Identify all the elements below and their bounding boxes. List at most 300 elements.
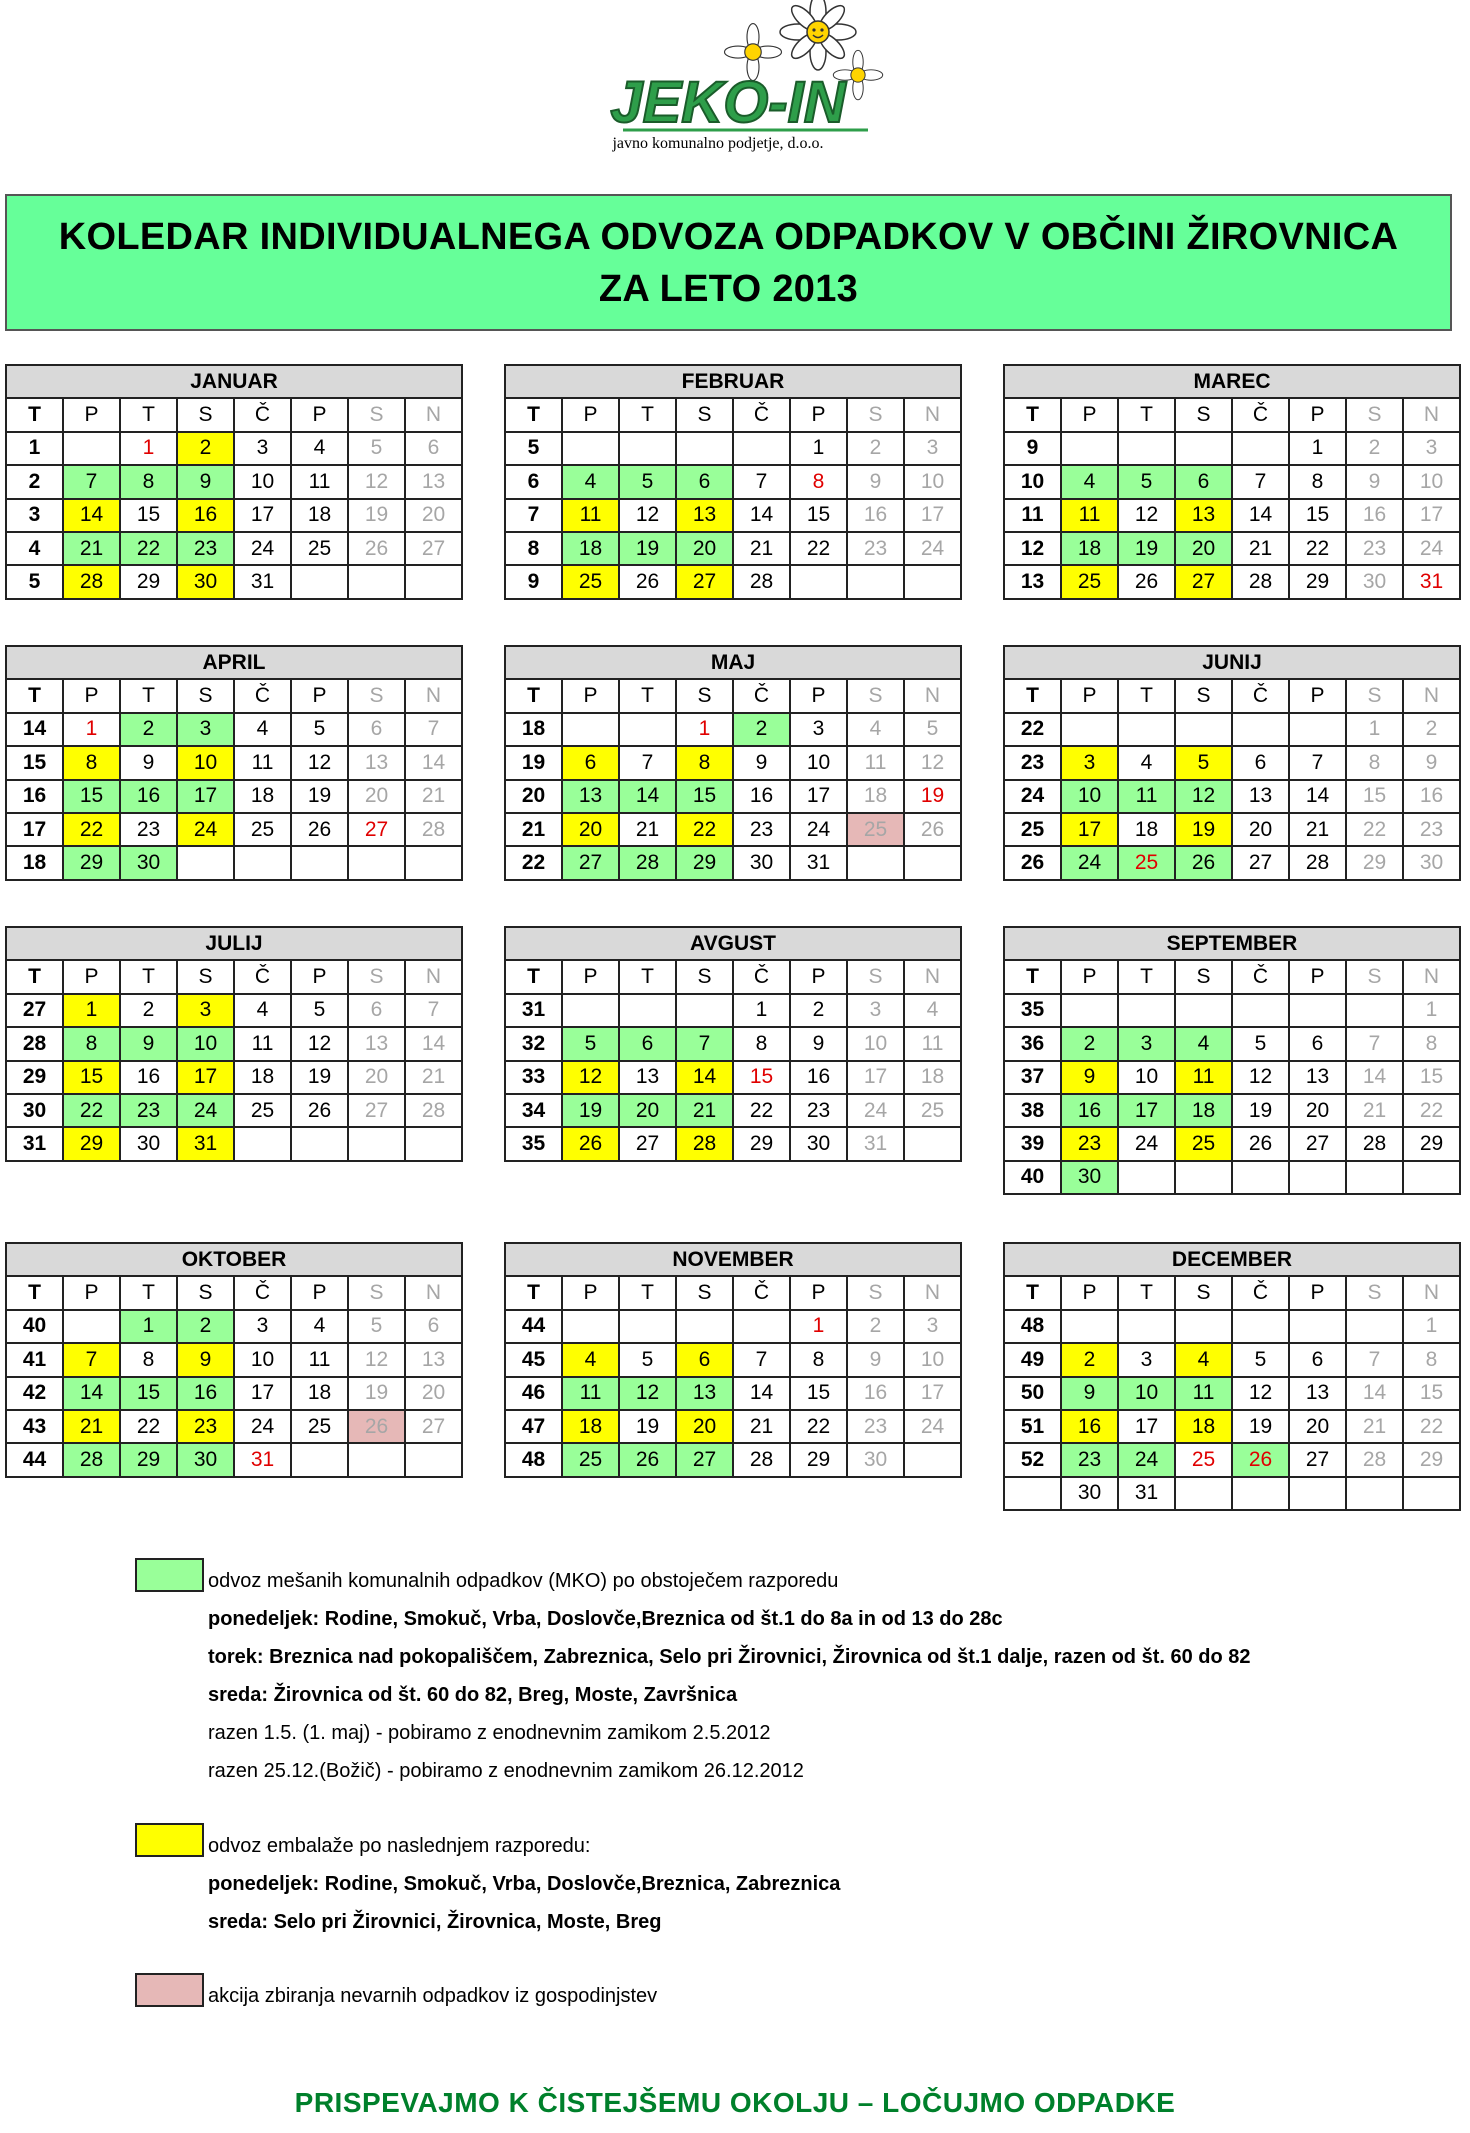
day-cell: 31 [1403, 565, 1460, 598]
day-cell: 2 [1346, 432, 1403, 465]
day-cell [1232, 994, 1289, 1027]
day-cell: 1 [63, 713, 120, 746]
weekday-header: S [676, 398, 733, 431]
day-cell: 5 [348, 432, 405, 465]
week-number: 43 [6, 1410, 63, 1443]
day-cell: 13 [1289, 1377, 1346, 1410]
day-cell: 18 [904, 1061, 961, 1094]
day-cell: 20 [405, 499, 462, 532]
day-cell: 15 [1289, 499, 1346, 532]
week-row [1004, 746, 1460, 779]
day-cell: 18 [562, 532, 619, 565]
day-cell: 3 [177, 713, 234, 746]
day-cell: 1 [63, 994, 120, 1027]
day-cell: 25 [847, 813, 904, 846]
day-cell: 1 [790, 1310, 847, 1343]
week-number: 40 [1004, 1161, 1061, 1194]
day-cell: 25 [234, 1094, 291, 1127]
weekday-header: N [904, 1276, 961, 1309]
day-cell: 19 [904, 780, 961, 813]
day-cell [847, 565, 904, 598]
week-row [505, 1310, 961, 1343]
month-name: JULIJ [6, 927, 462, 960]
week-row [1004, 1027, 1460, 1060]
week-number: 44 [505, 1310, 562, 1343]
day-cell: 29 [1403, 1127, 1460, 1160]
week-row [6, 1443, 462, 1476]
month-calendar-februar [504, 364, 962, 600]
week-number: 27 [6, 994, 63, 1027]
week-row [6, 432, 462, 465]
day-cell: 15 [1403, 1377, 1460, 1410]
day-cell: 20 [1289, 1410, 1346, 1443]
day-cell: 29 [120, 565, 177, 598]
day-cell: 13 [676, 1377, 733, 1410]
day-cell: 23 [1403, 813, 1460, 846]
week-number: 1 [6, 432, 63, 465]
day-cell: 2 [790, 994, 847, 1027]
day-cell: 23 [120, 813, 177, 846]
day-cell: 7 [63, 465, 120, 498]
day-cell [1289, 1477, 1346, 1510]
week-row [505, 1443, 961, 1476]
day-cell [676, 432, 733, 465]
month-name: NOVEMBER [505, 1243, 961, 1276]
weekday-header: P [562, 1276, 619, 1309]
weekday-header: S [1175, 960, 1232, 993]
day-cell: 8 [120, 1343, 177, 1376]
day-cell: 4 [904, 994, 961, 1027]
day-cell [1175, 713, 1232, 746]
legend-swatch-packaging [135, 1823, 204, 1857]
day-cell: 8 [733, 1027, 790, 1060]
day-cell: 20 [562, 813, 619, 846]
day-cell: 17 [790, 780, 847, 813]
day-cell: 22 [120, 532, 177, 565]
day-cell [291, 1127, 348, 1160]
day-cell: 23 [847, 1410, 904, 1443]
day-cell: 28 [405, 1094, 462, 1127]
day-cell: 3 [1118, 1027, 1175, 1060]
day-cell [1346, 1477, 1403, 1510]
week-row [1004, 846, 1460, 879]
weekday-header: P [63, 679, 120, 712]
day-cell: 20 [348, 1061, 405, 1094]
week-row [505, 1127, 961, 1160]
weekday-header: S [1346, 679, 1403, 712]
day-cell [1175, 994, 1232, 1027]
month-calendar-januar [5, 364, 463, 600]
day-cell [348, 565, 405, 598]
day-cell: 13 [676, 499, 733, 532]
day-cell: 14 [1289, 780, 1346, 813]
weekday-header: S [348, 960, 405, 993]
day-cell: 3 [1403, 432, 1460, 465]
day-cell: 19 [291, 1061, 348, 1094]
day-cell: 10 [1061, 780, 1118, 813]
day-cell: 5 [619, 1343, 676, 1376]
day-cell: 5 [904, 713, 961, 746]
week-number-header: T [6, 1276, 63, 1309]
day-cell [1118, 1161, 1175, 1194]
legend-mko-exception-2: razen 25.12.(Božič) - pobiramo z enodnevnim zamikom 26.12.2012 [208, 1760, 804, 1782]
day-cell: 21 [619, 813, 676, 846]
day-cell: 10 [790, 746, 847, 779]
day-cell: 24 [1118, 1127, 1175, 1160]
day-cell: 9 [790, 1027, 847, 1060]
day-cell: 4 [291, 432, 348, 465]
day-cell [291, 565, 348, 598]
day-cell: 28 [619, 846, 676, 879]
day-cell: 2 [177, 1310, 234, 1343]
legend-label-hazardous: akcija zbiranja nevarnih odpadkov iz gospodinjstev [208, 1985, 658, 2007]
weekday-header: T [120, 398, 177, 431]
weekday-header: P [562, 679, 619, 712]
day-cell: 4 [1118, 746, 1175, 779]
day-cell: 21 [1232, 532, 1289, 565]
day-cell: 22 [1403, 1410, 1460, 1443]
day-cell: 2 [120, 713, 177, 746]
day-cell: 6 [1289, 1343, 1346, 1376]
day-cell: 30 [177, 565, 234, 598]
week-number-header: T [1004, 679, 1061, 712]
legend-swatch-hazardous [135, 1973, 204, 2007]
day-cell: 23 [177, 532, 234, 565]
day-cell: 9 [1346, 465, 1403, 498]
day-cell: 7 [733, 465, 790, 498]
weekday-header: T [1118, 679, 1175, 712]
week-row [6, 1377, 462, 1410]
week-row [6, 532, 462, 565]
week-number: 45 [505, 1343, 562, 1376]
day-cell: 9 [847, 1343, 904, 1376]
day-cell: 15 [120, 1377, 177, 1410]
day-cell: 26 [1118, 565, 1175, 598]
day-cell: 23 [733, 813, 790, 846]
day-cell [1232, 1477, 1289, 1510]
weekday-header: P [790, 679, 847, 712]
day-cell: 26 [291, 1094, 348, 1127]
day-cell: 2 [847, 1310, 904, 1343]
day-cell: 18 [1061, 532, 1118, 565]
day-cell: 13 [562, 780, 619, 813]
week-number-header: T [1004, 1276, 1061, 1309]
day-cell: 23 [120, 1094, 177, 1127]
day-cell [1118, 432, 1175, 465]
day-cell: 5 [1118, 465, 1175, 498]
week-number-header: T [505, 1276, 562, 1309]
day-cell: 30 [790, 1127, 847, 1160]
day-cell: 4 [291, 1310, 348, 1343]
legend-packaging-monday: ponedeljek: Rodine, Smokuč, Vrba, Doslovče,Breznica, Zabreznica [208, 1873, 841, 1895]
day-cell [790, 565, 847, 598]
day-cell: 4 [562, 465, 619, 498]
day-cell: 16 [1346, 499, 1403, 532]
day-cell [676, 1310, 733, 1343]
day-cell: 12 [1175, 780, 1232, 813]
week-number: 38 [1004, 1094, 1061, 1127]
day-cell: 17 [904, 499, 961, 532]
week-number-header: T [505, 398, 562, 431]
day-cell: 12 [1118, 499, 1175, 532]
day-cell: 6 [405, 432, 462, 465]
weekday-header: P [291, 398, 348, 431]
week-number: 22 [1004, 713, 1061, 746]
day-cell: 12 [291, 1027, 348, 1060]
day-cell: 13 [1232, 780, 1289, 813]
day-cell: 14 [405, 1027, 462, 1060]
weekday-header: N [904, 960, 961, 993]
day-cell: 1 [790, 432, 847, 465]
week-number: 48 [505, 1443, 562, 1476]
week-number: 21 [505, 813, 562, 846]
day-cell: 26 [348, 532, 405, 565]
week-number: 2 [6, 465, 63, 498]
week-row [505, 1410, 961, 1443]
day-cell: 9 [733, 746, 790, 779]
week-number: 9 [505, 565, 562, 598]
week-row [1004, 465, 1460, 498]
day-cell: 2 [1061, 1027, 1118, 1060]
day-cell: 11 [1175, 1061, 1232, 1094]
day-cell: 16 [1061, 1410, 1118, 1443]
day-cell: 7 [405, 994, 462, 1027]
week-number: 46 [505, 1377, 562, 1410]
day-cell: 25 [234, 813, 291, 846]
day-cell: 31 [847, 1127, 904, 1160]
day-cell: 27 [676, 565, 733, 598]
day-cell: 14 [1346, 1377, 1403, 1410]
week-row [1004, 1127, 1460, 1160]
week-row [6, 846, 462, 879]
week-number: 30 [6, 1094, 63, 1127]
weekday-header: N [405, 960, 462, 993]
day-cell [1175, 1161, 1232, 1194]
day-cell: 15 [1346, 780, 1403, 813]
day-cell [1232, 1161, 1289, 1194]
weekday-header: S [847, 679, 904, 712]
day-cell: 10 [1118, 1377, 1175, 1410]
day-cell: 8 [1403, 1027, 1460, 1060]
legend-label-mko: odvoz mešanih komunalnih odpadkov (MKO) po obstoječem razporedu [208, 1570, 839, 1592]
week-row [1004, 994, 1460, 1027]
day-cell: 22 [1346, 813, 1403, 846]
day-cell: 4 [1175, 1343, 1232, 1376]
week-row [1004, 532, 1460, 565]
day-cell: 6 [405, 1310, 462, 1343]
day-cell: 19 [348, 499, 405, 532]
week-number: 16 [6, 780, 63, 813]
day-cell: 2 [733, 713, 790, 746]
day-cell: 25 [904, 1094, 961, 1127]
weekday-header: Č [1232, 960, 1289, 993]
day-cell [619, 713, 676, 746]
weekday-header: T [619, 398, 676, 431]
day-cell: 20 [348, 780, 405, 813]
day-cell: 7 [1289, 746, 1346, 779]
day-cell: 18 [562, 1410, 619, 1443]
week-number: 9 [1004, 432, 1061, 465]
weekday-header: S [348, 1276, 405, 1309]
day-cell: 26 [1175, 846, 1232, 879]
day-cell [1061, 432, 1118, 465]
day-cell: 25 [291, 532, 348, 565]
week-row [1004, 565, 1460, 598]
day-cell [1232, 432, 1289, 465]
day-cell: 31 [790, 846, 847, 879]
day-cell: 25 [1175, 1443, 1232, 1476]
week-row [1004, 780, 1460, 813]
day-cell [405, 565, 462, 598]
month-name: JUNIJ [1004, 646, 1460, 679]
weekday-header: N [1403, 1276, 1460, 1309]
week-row [505, 1094, 961, 1127]
day-cell: 31 [177, 1127, 234, 1160]
day-cell [619, 432, 676, 465]
day-cell [1289, 713, 1346, 746]
week-number: 44 [6, 1443, 63, 1476]
week-number: 24 [1004, 780, 1061, 813]
day-cell [562, 713, 619, 746]
weekday-header: N [1403, 679, 1460, 712]
weekday-header: S [847, 960, 904, 993]
weekday-header: S [177, 679, 234, 712]
day-cell: 22 [1403, 1094, 1460, 1127]
month-calendar-september [1003, 926, 1461, 1195]
month-calendar-oktober [5, 1242, 463, 1478]
week-row [6, 994, 462, 1027]
month-name: AVGUST [505, 927, 961, 960]
day-cell: 2 [1061, 1343, 1118, 1376]
day-cell: 8 [63, 746, 120, 779]
day-cell: 27 [1289, 1127, 1346, 1160]
day-cell: 18 [234, 1061, 291, 1094]
day-cell: 11 [847, 746, 904, 779]
weekday-header: P [63, 398, 120, 431]
day-cell: 28 [63, 565, 120, 598]
day-cell: 8 [1346, 746, 1403, 779]
day-cell [619, 1310, 676, 1343]
weekday-header: P [1061, 960, 1118, 993]
week-row [1004, 1061, 1460, 1094]
day-cell: 9 [847, 465, 904, 498]
day-cell: 20 [1232, 813, 1289, 846]
day-cell: 16 [847, 499, 904, 532]
day-cell: 18 [847, 780, 904, 813]
day-cell: 1 [733, 994, 790, 1027]
month-name: FEBRUAR [505, 365, 961, 398]
week-number: 35 [505, 1127, 562, 1160]
day-cell: 5 [291, 713, 348, 746]
week-number-header: T [6, 960, 63, 993]
day-cell: 7 [619, 746, 676, 779]
day-cell: 20 [405, 1377, 462, 1410]
day-cell: 14 [733, 499, 790, 532]
day-cell [1232, 713, 1289, 746]
day-cell [562, 1310, 619, 1343]
day-cell: 25 [1118, 846, 1175, 879]
day-cell: 18 [1118, 813, 1175, 846]
day-cell: 19 [619, 1410, 676, 1443]
day-cell: 15 [120, 499, 177, 532]
day-cell [405, 846, 462, 879]
day-cell: 18 [234, 780, 291, 813]
week-number: 7 [505, 499, 562, 532]
week-row [6, 1127, 462, 1160]
day-cell: 30 [1346, 565, 1403, 598]
month-calendar-junij [1003, 645, 1461, 881]
day-cell: 24 [1118, 1443, 1175, 1476]
day-cell: 22 [790, 1410, 847, 1443]
day-cell: 17 [234, 499, 291, 532]
weekday-header: T [1118, 1276, 1175, 1309]
day-cell: 30 [120, 846, 177, 879]
day-cell: 25 [291, 1410, 348, 1443]
day-cell: 27 [1232, 846, 1289, 879]
day-cell: 16 [120, 780, 177, 813]
weekday-header: S [847, 1276, 904, 1309]
day-cell [1289, 1310, 1346, 1343]
week-number: 42 [6, 1377, 63, 1410]
day-cell: 22 [120, 1410, 177, 1443]
week-number: 25 [1004, 813, 1061, 846]
week-row [1004, 1377, 1460, 1410]
weekday-header: S [177, 1276, 234, 1309]
week-number: 29 [6, 1061, 63, 1094]
week-number: 41 [6, 1343, 63, 1376]
day-cell: 15 [63, 1061, 120, 1094]
weekday-header: Č [234, 960, 291, 993]
day-cell: 6 [676, 465, 733, 498]
legend-mko-wednesday: sreda: Žirovnica od št. 60 do 82, Breg, Moste, Završnica [208, 1684, 738, 1706]
day-cell: 7 [1346, 1343, 1403, 1376]
day-cell: 16 [177, 499, 234, 532]
day-cell: 13 [405, 1343, 462, 1376]
day-cell: 7 [405, 713, 462, 746]
week-number: 33 [505, 1061, 562, 1094]
day-cell: 5 [619, 465, 676, 498]
day-cell: 20 [676, 1410, 733, 1443]
week-number: 4 [6, 532, 63, 565]
day-cell: 16 [1061, 1094, 1118, 1127]
day-cell: 28 [733, 1443, 790, 1476]
weekday-header: N [1403, 398, 1460, 431]
weekday-header: P [291, 960, 348, 993]
week-number-header: T [1004, 960, 1061, 993]
day-cell: 21 [676, 1094, 733, 1127]
day-cell: 18 [1175, 1410, 1232, 1443]
week-number: 51 [1004, 1410, 1061, 1443]
day-cell: 10 [904, 465, 961, 498]
day-cell: 11 [291, 465, 348, 498]
day-cell: 8 [1289, 465, 1346, 498]
week-row [505, 499, 961, 532]
day-cell: 10 [904, 1343, 961, 1376]
day-cell: 12 [348, 1343, 405, 1376]
day-cell: 9 [120, 746, 177, 779]
day-cell: 13 [405, 465, 462, 498]
week-number: 52 [1004, 1443, 1061, 1476]
day-cell: 15 [676, 780, 733, 813]
month-name: OKTOBER [6, 1243, 462, 1276]
weekday-header: P [1289, 960, 1346, 993]
week-row [6, 1410, 462, 1443]
day-cell: 17 [1403, 499, 1460, 532]
weekday-header: S [1175, 679, 1232, 712]
day-cell: 30 [1061, 1161, 1118, 1194]
weekday-header: S [1346, 960, 1403, 993]
day-cell: 15 [733, 1061, 790, 1094]
